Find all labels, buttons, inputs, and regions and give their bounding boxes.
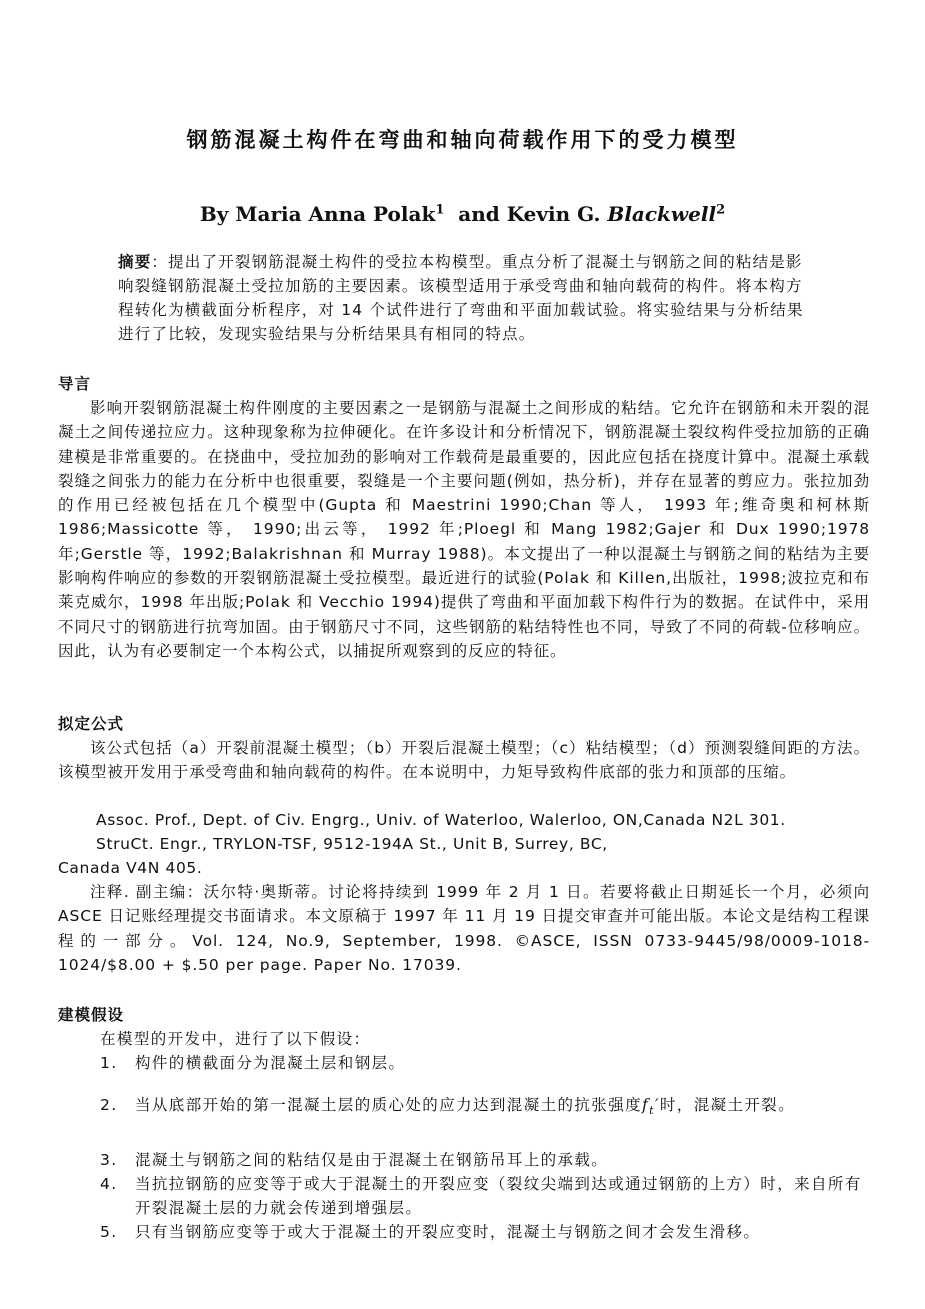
list-item-text-part: 时，混凝土开裂。 [659, 1096, 796, 1114]
intro-heading: 导言 [58, 375, 92, 393]
list-item-number: 3. [100, 1151, 118, 1169]
abstract-label: 摘要 [118, 253, 152, 271]
list-item-text: 构件的横截面分为混凝土层和钢层。 [135, 1054, 406, 1072]
assumptions-heading: 建模假设 [58, 1006, 125, 1024]
formulation-paragraph: 该公式包括（a）开裂前混凝土模型；（b）开裂后混凝土模型；（c）粘结模型；（d）预测裂缝间距的方法。该模型被开发用于承受弯曲和轴向载荷的构件。在本说明中，力矩导致构件底部的张力和顶部的压缩。 [58, 739, 870, 782]
abstract [118, 250, 818, 346]
affiliation-2-cont: Canada V4N 405. [58, 859, 203, 877]
formulation-heading: 拟定公式 [58, 715, 125, 733]
assumptions-intro: 在模型的开发中，进行了以下假设： [100, 1030, 371, 1048]
editorial-note: 注释. 副主编：沃尔特·奥斯蒂。讨论将持续到 1999 年 2 月 1 日。若要将截止日期延长一个月，必须向 ASCE 日记账经理提交书面请求。本文原稿于 1997 年 11 月 19 日提交审查并可能出版。本论文是结构工程课程的一部分。Vol. 124, No.9, September, 1998. ©ASCE, ISSN 0733-9445/98/0009-1018-1024/$8.00 + $.50 per page. Paper No. 17039. [58, 883, 870, 974]
paper-title: 钢筋混凝土构件在弯曲和轴向荷载作用下的受力模型 [186, 128, 739, 152]
intro-paragraph: 影响开裂钢筋混凝土构件刚度的主要因素之一是钢筋与混凝土之间形成的粘结。它允许在钢筋和未开裂的混凝土之间传递拉应力。这种现象称为拉伸硬化。在许多设计和分析情况下，钢筋混凝土裂纹构件受拉加筋的正确建模是非常重要的。在挠曲中，受拉加劲的影响对工作载荷是最重要的，因此应包括在挠度计算中。混凝土承载裂缝之间张力的能力在分析中也很重要，裂缝是一个主要问题(例如，热分析)，并存在显著的剪应力。张拉加劲的作用已经被包括在几个模型中(Gupta 和 Maestrini 1990;Chan 等人， 1993 年;维奇奥和柯林斯 1986;Massicotte 等， 1990;出云等， 1992 年;Ploegl 和 Mang 1982;Gajer 和 Dux 1990;1978 年;Gerstle 等，1992;Balakrishnan 和 Murray 1988)。本文提出了一种以混凝土与钢筋之间的粘结为主要影响构件响应的参数的开裂钢筋混凝土受拉模型。最近进行的试验(Polak 和 Killen,出版社，1998;波拉克和布莱克威尔，1998 年出版;Polak 和 Vecchio 1994)提供了弯曲和平面加载下构件行为的数据。在试件中，采用不同尺寸的钢筋进行抗弯加固。由于钢筋尺寸不同，这些钢筋的粘结特性也不同，导致了不同的荷载-位移响应。因此，认为有必要制定一个本构公式，以捕捉所观察到的反应的特征。 [58, 399, 870, 660]
list-item-number: 4. [100, 1175, 118, 1193]
author-connector: and Kevin G. [444, 202, 608, 226]
list-item-text: 混凝土与钢筋之间的粘结仅是由于混凝土在钢筋吊耳上的承载。 [135, 1151, 609, 1169]
list-item-text-part: 当从底部开始的第一混凝土层的质心处的应力达到混凝土的抗张强度 [135, 1096, 643, 1114]
list-item-text [135, 1087, 872, 1129]
affiliation-1: Assoc. Prof., Dept. of Civ. Engrg., Univ. of Waterloo, Walerloo, ON,Canada N2L 301. [96, 811, 786, 829]
list-item-text: 当抗拉钢筋的应变等于或大于混凝土的开裂应变（裂纹尖端到达或通过钢筋的上方）时，来自所有开裂混凝土层的力就会传递到增强层。 [135, 1175, 862, 1217]
author-1: By Maria Anna Polak [199, 202, 436, 226]
list-item-number: 1. [100, 1054, 118, 1072]
author-2-superscript: 2 [716, 202, 726, 218]
author-line [0, 202, 925, 226]
math-subscript: t [649, 1104, 655, 1118]
list-item-number: 2. [100, 1096, 118, 1114]
abstract-text: ：提出了开裂钢筋混凝土构件的受拉本构模型。重点分析了混凝土与钢筋之间的粘结是影响裂缝钢筋混凝土受拉加筋的主要因素。该模型适用于承受弯曲和轴向载荷的构件。将本构方程转化为横截面分析程序，对 14 个试件进行了弯曲和平面加载试验。将实验结果与分析结果进行了比较，发现实验结果与分析结果具有相同的特点。 [118, 253, 804, 343]
list-item-number: 5. [100, 1223, 118, 1241]
affiliation-2: StruCt. Engr., TRYLON-TSF, 9512-194A St., Unit B, Surrey, BC, [96, 835, 608, 853]
math-f: f [642, 1096, 650, 1114]
author-2: Blackwell [607, 202, 717, 226]
list-item-text: 只有当钢筋应变等于或大于混凝土的开裂应变时，混凝土与钢筋之间才会发生滑移。 [135, 1223, 761, 1241]
affiliations [58, 808, 870, 880]
math-prime: ′ [654, 1096, 660, 1114]
tensile-strength-symbol [642, 1096, 660, 1118]
author-1-superscript: 1 [435, 202, 445, 218]
